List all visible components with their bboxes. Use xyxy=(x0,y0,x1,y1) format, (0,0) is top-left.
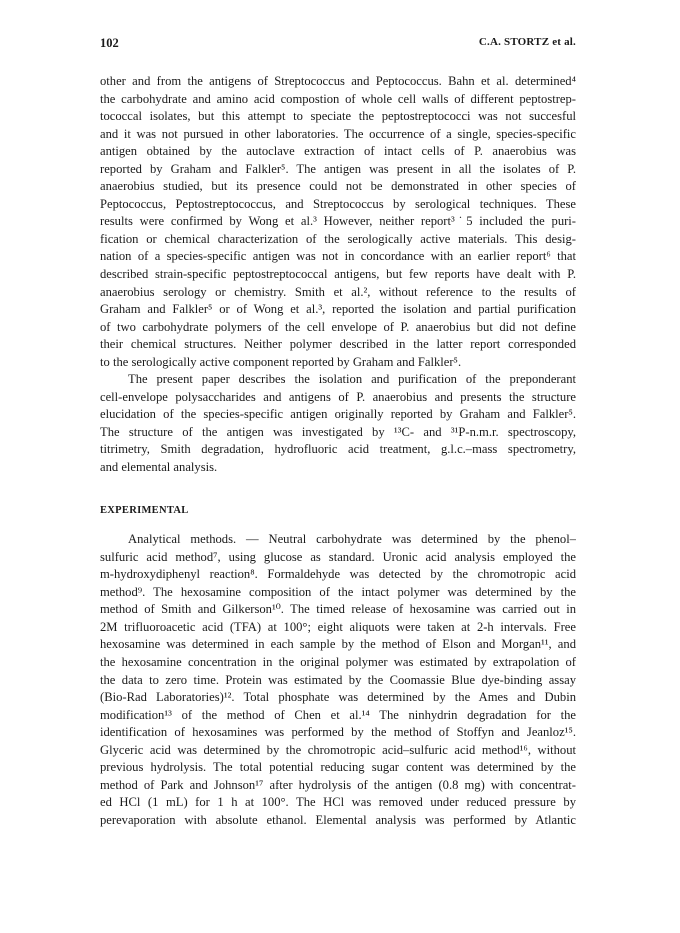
section-heading: EXPERIMENTAL xyxy=(100,504,189,516)
text-line: other and from the antigens of Streptococcus and Peptococcus. Bahn et al. determined⁴ xyxy=(100,74,576,88)
text-line: anaerobius serology or chemistry. Smith et al.², without reference to the results of xyxy=(100,284,576,299)
text-line: perevaporation with absolute ethanol. Elemental analysis was performed by Atlantic xyxy=(100,812,576,827)
running-head: C.A. STORTZ et al. xyxy=(478,36,576,48)
text-line: (Bio-Rad Laboratories)¹². Total phosphate was determined by the Ames and Dubin xyxy=(100,690,576,705)
text-line: m-hydroxydiphenyl reaction⁸. Formaldehyde was detected by the chromotropic acid xyxy=(100,567,576,582)
text-line: described strain-specific peptostreptococcal antigens, but few reports have dealt with P. xyxy=(100,267,576,282)
text-line: Glyceric acid was determined by the chromotropic acid–sulfuric acid method¹⁶, without xyxy=(100,742,576,757)
text-line: elucidation of the species-specific antigen originally reported by Graham and Falkler⁵. xyxy=(100,407,576,422)
text-line: hexosamine was determined in each sample by the method of Elson and Morgan¹¹, and xyxy=(100,637,576,652)
text-line: results were confirmed by Wong et al.³ However, neither report³˙5 included the puri- xyxy=(100,214,576,229)
text-line: antigen obtained by the autoclave extraction of intact cells of P. anaerobius was xyxy=(100,144,576,159)
text-line: previous hydrolysis. The total potential reducing sugar content was determined by the xyxy=(100,760,576,775)
paragraph-analytical-methods xyxy=(100,531,576,829)
text-line: the hexosamine concentration in the original polymer was estimated by extrapolation of xyxy=(100,654,576,669)
text-line: method of Park and Johnson¹⁷ after hydrolysis of the antigen (0.8 mg) with concentrat- xyxy=(100,777,576,792)
text-line: and it was not pursued in other laboratories. The occurrence of a single, species-specific xyxy=(100,126,576,141)
text-line: Analytical methods. — Neutral carbohydrate was determined by the phenol– xyxy=(128,532,576,547)
text-line: ed HCl (1 mL) for 1 h at 100°. The HCl was removed under reduced pressure by xyxy=(100,795,576,810)
text-line: modification¹³ of the method of Chen et al.¹⁴ The ninhydrin degradation for the xyxy=(100,707,576,722)
text-line: method⁹. The hexosamine composition of the intact polymer was determined by the xyxy=(100,584,576,599)
text-line: Graham and Falkler⁵ or of Wong et al.³, reported the isolation and partial purification xyxy=(100,302,576,317)
text-line: to the serologically active component reported by Graham and Falkler⁵. xyxy=(100,354,462,369)
text-line: titrimetry, Smith degradation, hydrofluoric acid treatment, g.l.c.–mass spectrometry, xyxy=(100,442,576,457)
article-body xyxy=(100,73,576,829)
text-line: method of Smith and Gilkerson¹⁰. The timed release of hexosamine was carried out in xyxy=(100,602,576,617)
text-line: cell-envelope polysaccharides and antigens of P. anaerobius and presents the structure xyxy=(100,389,576,404)
text-line: The present paper describes the isolation and purification of the preponderant xyxy=(128,372,576,387)
text-line: nation of a species-specific antigen was not in concordance with an earlier report⁶ that xyxy=(100,249,576,264)
paragraph-introduction xyxy=(100,73,576,371)
text-line: and elemental analysis. xyxy=(100,460,218,475)
page-number: 102 xyxy=(100,36,119,50)
text-line: sulfuric acid method⁷, using glucose as standard. Uronic acid analysis employed the xyxy=(100,549,576,564)
text-line: anaerobius studied, but its presence could not be demonstrated in other species of xyxy=(100,179,576,194)
text-line: identification of hexosamines was performed by the method of Stoffyn and Jeanloz¹⁵. xyxy=(100,725,576,740)
paragraph-present-paper xyxy=(100,371,576,476)
text-line: their chemical structures. Neither polymer described in the latter report corresponded xyxy=(100,337,576,352)
text-line: Peptococcus, Peptostreptococcus, and Streptococcus by serological techniques. These xyxy=(100,196,576,211)
text-line: fication or chemical characterization of the serologically active materials. This desig- xyxy=(100,231,576,246)
text-line: 2M trifluoroacetic acid (TFA) at 100°; eight aliquots were taken at 2-h intervals. Free xyxy=(100,619,576,634)
text-line: tococcal isolates, but this attempt to speciate the peptostreptococci was not succesful xyxy=(100,109,576,124)
text-line: reported by Graham and Falkler⁵. The antigen was present in all the isolates of P. xyxy=(100,161,576,176)
page-header xyxy=(100,36,576,54)
text-line: the carbohydrate and amino acid compostion of whole cell walls of different peptostrep- xyxy=(100,91,576,106)
text-line: The structure of the antigen was investigated by ¹³C- and ³¹P-n.m.r. spectroscopy, xyxy=(100,424,576,439)
text-line: the data to zero time. Protein was estimated by the Coomassie Blue dye-binding assay xyxy=(100,672,576,687)
text-line: of two carbohydrate polymers of the cell envelope of P. anaerobius but did not define xyxy=(100,319,576,334)
